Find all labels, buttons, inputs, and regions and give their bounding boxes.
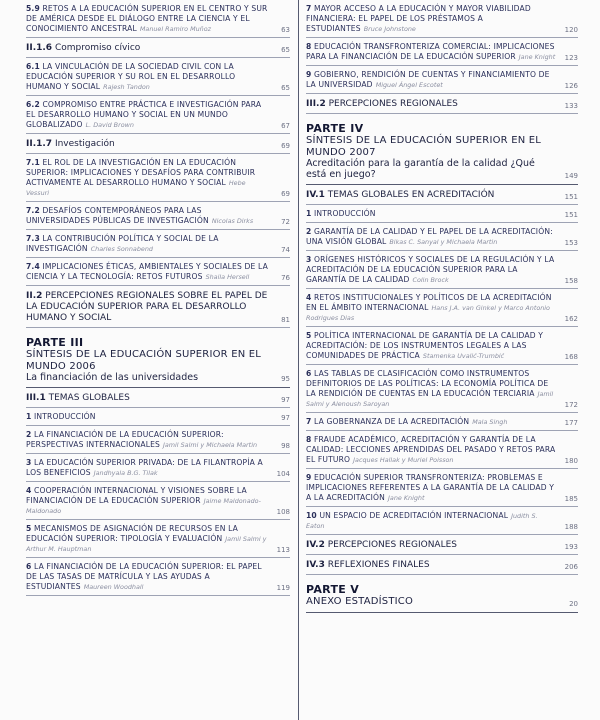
page-number: 158 (564, 277, 578, 285)
entry-title (26, 458, 268, 478)
page-number: 76 (281, 274, 290, 282)
part-heading (26, 328, 290, 388)
entry-title (306, 435, 556, 465)
page-number: 151 (564, 193, 578, 201)
toc-section[interactable] (306, 555, 578, 575)
title-text: DESAFÍOS CONTEMPORÁNEOS PARA LAS UNIVERSIDADES PÚBLICAS DE INVESTIGACIÓN (26, 206, 209, 225)
entry-title (26, 206, 268, 226)
toc-section[interactable] (26, 388, 290, 408)
entry-number: IV.3 (306, 560, 325, 570)
entry-number: 2 (306, 227, 312, 236)
title-text: GOBIERNO, RENDICIÓN DE CUENTAS Y FINANCIAMIENTO DE LA UNIVERSIDAD (306, 70, 550, 89)
part-heading (306, 575, 578, 613)
title-text: LA GOBERNANZA DE LA ACREDITACIÓN (314, 417, 470, 426)
page-number: 133 (564, 102, 578, 110)
page-number: 97 (281, 414, 290, 422)
title-text: PERCEPCIONES REGIONALES (328, 99, 458, 109)
entry-title (306, 255, 556, 285)
title-text: INTRODUCCIÓN (34, 412, 96, 421)
entry-title (306, 331, 556, 361)
page-number: 153 (564, 239, 578, 247)
toc-entry[interactable] (26, 408, 290, 426)
page-number: 74 (281, 246, 290, 254)
page-number: 193 (564, 543, 578, 551)
page-number: 95 (281, 375, 290, 383)
toc-entry[interactable] (26, 58, 290, 96)
entry-author: Bikas C. Sanyal y Michaela Martin (389, 238, 498, 246)
entry-title (306, 70, 556, 90)
page-number: 104 (276, 470, 290, 478)
part-label: PARTE IV (306, 122, 364, 135)
page-number: 72 (281, 218, 290, 226)
entry-title (306, 209, 556, 219)
entry-title (26, 262, 268, 282)
title-text: INTRODUCCIÓN (314, 209, 376, 218)
entry-author: Hans J.A. van Ginkel y Marco Antonio Rodrigues Dias (306, 304, 550, 322)
title-text: RETOS INSTITUCIONALES Y POLÍTICOS DE LA ACREDITACIÓN EN EL ÁMBITO INTERNACIONAL (306, 293, 552, 312)
entry-author: Jandhyala B.G. Tilak (93, 469, 158, 477)
toc-entry[interactable] (306, 469, 578, 507)
part-label: PARTE III (26, 336, 84, 349)
entry-title (26, 100, 268, 130)
toc-section[interactable] (26, 286, 290, 328)
page-number: 97 (281, 396, 290, 404)
entry-title (26, 4, 268, 34)
part-heading (306, 114, 578, 185)
page-number: 126 (564, 82, 578, 90)
entry-number: 4 (306, 293, 312, 302)
title-text: TEMAS GLOBALES (48, 393, 130, 403)
toc-entry[interactable] (306, 327, 578, 365)
page-number: 180 (564, 457, 578, 465)
toc-entry[interactable] (26, 202, 290, 230)
page-number: 98 (281, 442, 290, 450)
entry-number: 9 (306, 70, 312, 79)
entry-title (306, 511, 556, 531)
entry-number: 6.1 (26, 62, 40, 71)
entry-number: 9 (306, 473, 312, 482)
page-number: 119 (276, 584, 290, 592)
title-text: LA VINCULACIÓN DE LA SOCIEDAD CIVIL CON LA EDUCACIÓN SUPERIOR Y SU ROL EN EL DESARROLLO HUMANO Y SOCIAL (26, 62, 236, 91)
page-number: 177 (564, 419, 578, 427)
entry-title (26, 412, 268, 422)
title-text: Compromiso cívico (54, 43, 141, 53)
page-number: 65 (281, 46, 290, 54)
page-number: 108 (276, 508, 290, 516)
toc-left-column (26, 0, 290, 596)
page-number: 168 (564, 353, 578, 361)
section-title (26, 393, 268, 404)
entry-title (306, 227, 556, 247)
entry-author: Jamil Salmi y Arthur M. Hauptman (26, 535, 267, 553)
entry-number: 7 (306, 417, 312, 426)
title-text: COMPROMISO ENTRE PRÁCTICA E INVESTIGACIÓN PARA EL DESARROLLO HUMANO Y SOCIAL EN UN MUNDO GLOBALIZADO (26, 100, 262, 129)
entry-title (306, 42, 556, 62)
entry-author: Miguel Ángel Escotet (375, 81, 443, 89)
toc-entry[interactable] (306, 431, 578, 469)
page-number: 185 (564, 495, 578, 503)
toc-entry[interactable] (306, 251, 578, 289)
section-title (26, 291, 268, 324)
entry-number: 5 (26, 524, 32, 533)
section-title (26, 139, 268, 150)
entry-author: Judith S. Eaton (306, 512, 538, 530)
title-text: LA FINANCIACIÓN DE LA EDUCACIÓN SUPERIOR: PERSPECTIVAS INTERNACIONALES (26, 430, 224, 449)
entry-number: IV.2 (306, 540, 325, 550)
page-number: 123 (564, 54, 578, 62)
page-number: 65 (281, 84, 290, 92)
toc-entry[interactable] (26, 482, 290, 520)
section-title (306, 560, 556, 571)
title-text: MECANISMOS DE ASIGNACIÓN DE RECURSOS EN LA EDUCACIÓN SUPERIOR: TIPOLOGÍA Y EVALUACIÓN (26, 524, 239, 543)
entry-number: 10 (306, 511, 317, 520)
entry-title (306, 417, 556, 427)
title-text: Investigación (54, 139, 115, 149)
entry-author: Colin Brock (412, 276, 449, 284)
entry-number: 7 (306, 4, 312, 13)
entry-title (306, 473, 556, 503)
entry-author: Shaila Hersell (205, 273, 250, 281)
entry-number: III.1 (26, 393, 46, 403)
title-text: RETOS A LA EDUCACIÓN SUPERIOR EN EL CENTRO Y SUR DE AMÉRICA DESDE EL DIÁLOGO ENTRE LA CIENCIA Y EL CONOCIMIENTO ANCESTRAL (26, 4, 268, 33)
entry-title (26, 486, 268, 516)
toc-entry[interactable] (306, 38, 578, 66)
entry-number: 8 (306, 435, 312, 444)
part-topic: Acreditación para la garantía de la calidad ¿Qué está en juego? (306, 158, 535, 180)
entry-number: 7.3 (26, 234, 40, 243)
entry-title (26, 430, 268, 450)
entry-number: 2 (26, 430, 32, 439)
page-number: 188 (564, 523, 578, 531)
page-number: 172 (564, 401, 578, 409)
entry-number: 4 (26, 486, 32, 495)
title-text: UN ESPACIO DE ACREDITACIÓN INTERNACIONAL (319, 511, 509, 520)
toc-entry[interactable] (306, 223, 578, 251)
title-text: PERCEPCIONES REGIONALES SOBRE EL PAPEL DE LA EDUCACIÓN SUPERIOR PARA EL DESARROLLO HUMANO Y SOCIAL (26, 291, 268, 323)
title-text: LA CONTRIBUCIÓN POLÍTICA Y SOCIAL DE LA INVESTIGACIÓN (26, 234, 219, 253)
toc-entry[interactable] (26, 558, 290, 596)
page-number: 162 (564, 315, 578, 323)
section-title (306, 540, 556, 551)
title-text: EDUCACIÓN TRANSFRONTERIZA COMERCIAL: IMPLICACIONES PARA LA FINANCIACIÓN DE LA EDUCACIÓN SUPERIOR (306, 42, 555, 61)
entry-number: 6.2 (26, 100, 40, 109)
column-divider (298, 0, 299, 720)
toc-section[interactable] (306, 94, 578, 114)
part-subtitle: ANEXO ESTADÍSTICO (306, 596, 414, 607)
title-text: MAYOR ACCESO A LA EDUCACIÓN Y MAYOR VIABILIDAD FINANCIERA: EL PAPEL DE LOS PRÉSTAMOS A ESTUDIANTES (306, 4, 531, 33)
toc-entry[interactable] (26, 0, 290, 38)
entry-number: 8 (306, 42, 312, 51)
toc-entry[interactable] (26, 520, 290, 558)
toc-entry[interactable] (306, 289, 578, 327)
entry-number: 7.4 (26, 262, 40, 271)
entry-author: Jamil Salmi y Michaela Martin (163, 441, 258, 449)
entry-number: 6 (26, 562, 32, 571)
title-text: COOPERACIÓN INTERNACIONAL Y VISIONES SOBRE LA FINANCIACIÓN DE LA EDUCACIÓN SUPERIOR (26, 486, 247, 505)
entry-number: 3 (26, 458, 32, 467)
section-title (26, 43, 268, 54)
entry-author: Mala Singh (472, 418, 508, 426)
toc-right-column (306, 0, 578, 613)
entry-number: 7.2 (26, 206, 40, 215)
section-title (306, 190, 556, 201)
page-number: 81 (281, 316, 290, 324)
toc-section[interactable] (26, 38, 290, 58)
toc-entry[interactable] (306, 205, 578, 223)
entry-author: Jaime Maldonado-Maldonado (26, 497, 261, 515)
entry-number: II.1.7 (26, 139, 53, 149)
page-number: 149 (564, 172, 578, 180)
entry-author: Stamenka Uvalić-Trumbić (422, 352, 505, 360)
title-text: LAS TABLAS DE CLASIFICACIÓN COMO INSTRUMENTOS DEFINITORIOS DE LAS POLÍTICAS: LA ECONOMÍA POLÍTICA DE LA RENDICIÓN DE CUENTAS EN LA EDUCACIÓN TERCIARIA (306, 369, 549, 398)
toc-entry[interactable] (26, 154, 290, 202)
toc-entry[interactable] (26, 426, 290, 454)
toc-section[interactable] (26, 134, 290, 154)
title-text: FRAUDE ACADÉMICO, ACREDITACIÓN Y GARANTÍA DE LA CALIDAD: LECCIONES APRENDIDAS DEL PASADO Y RETOS PARA EL FUTURO (306, 435, 556, 464)
entry-number: 3 (306, 255, 312, 264)
entry-title (26, 158, 268, 198)
toc-entry[interactable] (306, 507, 578, 535)
title-text: TEMAS GLOBALES EN ACREDITACIÓN (327, 190, 495, 200)
entry-title (26, 62, 268, 92)
entry-number: 1 (306, 209, 312, 218)
toc-entry[interactable] (306, 0, 578, 38)
title-text: LA FINANCIACIÓN DE LA EDUCACIÓN SUPERIOR: EL PAPEL DE LAS TASAS DE MATRÍCULA Y LAS AYUDAS A ESTUDIANTES (26, 562, 262, 591)
toc-entry[interactable] (26, 454, 290, 482)
entry-author: Bruce Johnstone (363, 25, 416, 33)
part-subtitle: SÍNTESIS DE LA EDUCACIÓN SUPERIOR EN EL MUNDO 2006 (26, 349, 262, 372)
entry-number: 5 (306, 331, 312, 340)
title-text: EDUCACIÓN SUPERIOR TRANSFRONTERIZA: PROBLEMAS E IMPLICACIONES REFERENTES A LA GARANTÍA DE LA CALIDAD Y A LA ACREDITACIÓN (306, 473, 555, 502)
entry-author: Maureen Woodhall (83, 583, 144, 591)
entry-author: Charles Sonnabend (90, 245, 153, 253)
title-text: ORÍGENES HISTÓRICOS Y SOCIALES DE LA REGULACIÓN Y LA ACREDITACIÓN DE LA EDUCACIÓN SUPERIOR PARA LA GARANTÍA DE LA CALIDAD (306, 255, 555, 284)
entry-title (26, 234, 268, 254)
title-text: GARANTÍA DE LA CALIDAD Y EL PAPEL DE LA ACREDITACIÓN: UNA VISIÓN GLOBAL (306, 227, 553, 246)
toc-entry[interactable] (306, 66, 578, 94)
toc-entry[interactable] (306, 365, 578, 413)
page-number: 151 (564, 211, 578, 219)
entry-author: Hebe Vessuri (26, 179, 246, 197)
toc-section[interactable] (306, 185, 578, 205)
entry-number: III.2 (306, 99, 326, 109)
section-title (306, 99, 556, 110)
title-text: REFLEXIONES FINALES (327, 560, 430, 570)
entry-title (26, 524, 268, 554)
toc-section[interactable] (306, 535, 578, 555)
part-topic: La financiación de las universidades (26, 372, 199, 383)
entry-author: Jane Knight (388, 494, 425, 502)
entry-title (26, 562, 268, 592)
entry-number: 5.9 (26, 4, 40, 13)
page-number: 20 (569, 599, 578, 608)
entry-number: 1 (26, 412, 32, 421)
toc-entry[interactable] (306, 413, 578, 431)
entry-title (306, 369, 556, 409)
page-number: 67 (281, 122, 290, 130)
entry-number: II.2 (26, 291, 43, 301)
entry-author: Jamil Salmi y Alenoush Saroyan (306, 390, 554, 408)
page-number: 69 (281, 190, 290, 198)
toc-entry[interactable] (26, 230, 290, 258)
entry-title (306, 293, 556, 323)
title-text: POLÍTICA INTERNACIONAL DE GARANTÍA DE LA CALIDAD Y ACREDITACIÓN: DE LOS INSTRUMENTOS LEGALES A LAS COMUNIDADES DE PRÁCTICA (306, 331, 544, 360)
page-number: 69 (281, 142, 290, 150)
page-number: 206 (564, 563, 578, 571)
entry-author: Nicolas Dirks (211, 217, 254, 225)
part-subtitle: SÍNTESIS DE LA EDUCACIÓN SUPERIOR EN EL MUNDO 2007 (306, 135, 542, 158)
entry-number: 6 (306, 369, 312, 378)
toc-entry[interactable] (26, 96, 290, 134)
entry-number: IV.1 (306, 190, 325, 200)
entry-author: Manuel Ramiro Muñoz (139, 25, 211, 33)
entry-author: Rajesh Tandon (103, 83, 150, 91)
title-text: IMPLICACIONES ÉTICAS, AMBIENTALES Y SOCIALES DE LA CIENCIA Y LA TECNOLOGÍA: RETOS FUTUROS (26, 262, 268, 281)
toc-entry[interactable] (26, 258, 290, 286)
title-text: PERCEPCIONES REGIONALES (327, 540, 458, 550)
entry-author: L. David Brown (85, 121, 134, 129)
entry-number: 7.1 (26, 158, 40, 167)
entry-title (306, 4, 556, 34)
entry-author: Jane Knight (518, 53, 556, 61)
title-text: EL ROL DE LA INVESTIGACIÓN EN LA EDUCACIÓN SUPERIOR: IMPLICACIONES Y DESAFÍOS PARA CONTRIBUIR ACTIVAMENTE AL DESARROLLO HUMANO Y SOCIAL (26, 158, 256, 187)
page-number: 63 (281, 26, 290, 34)
entry-number: II.1.6 (26, 43, 53, 53)
title-text: LA EDUCACIÓN SUPERIOR PRIVADA: DE LA FILANTROPÍA A LOS BENEFICIOS (26, 458, 263, 477)
page-number: 113 (276, 546, 290, 554)
entry-author: Jacques Hallak y Muriel Poisson (353, 456, 454, 464)
page-number: 120 (564, 26, 578, 34)
part-label: PARTE V (306, 583, 360, 596)
